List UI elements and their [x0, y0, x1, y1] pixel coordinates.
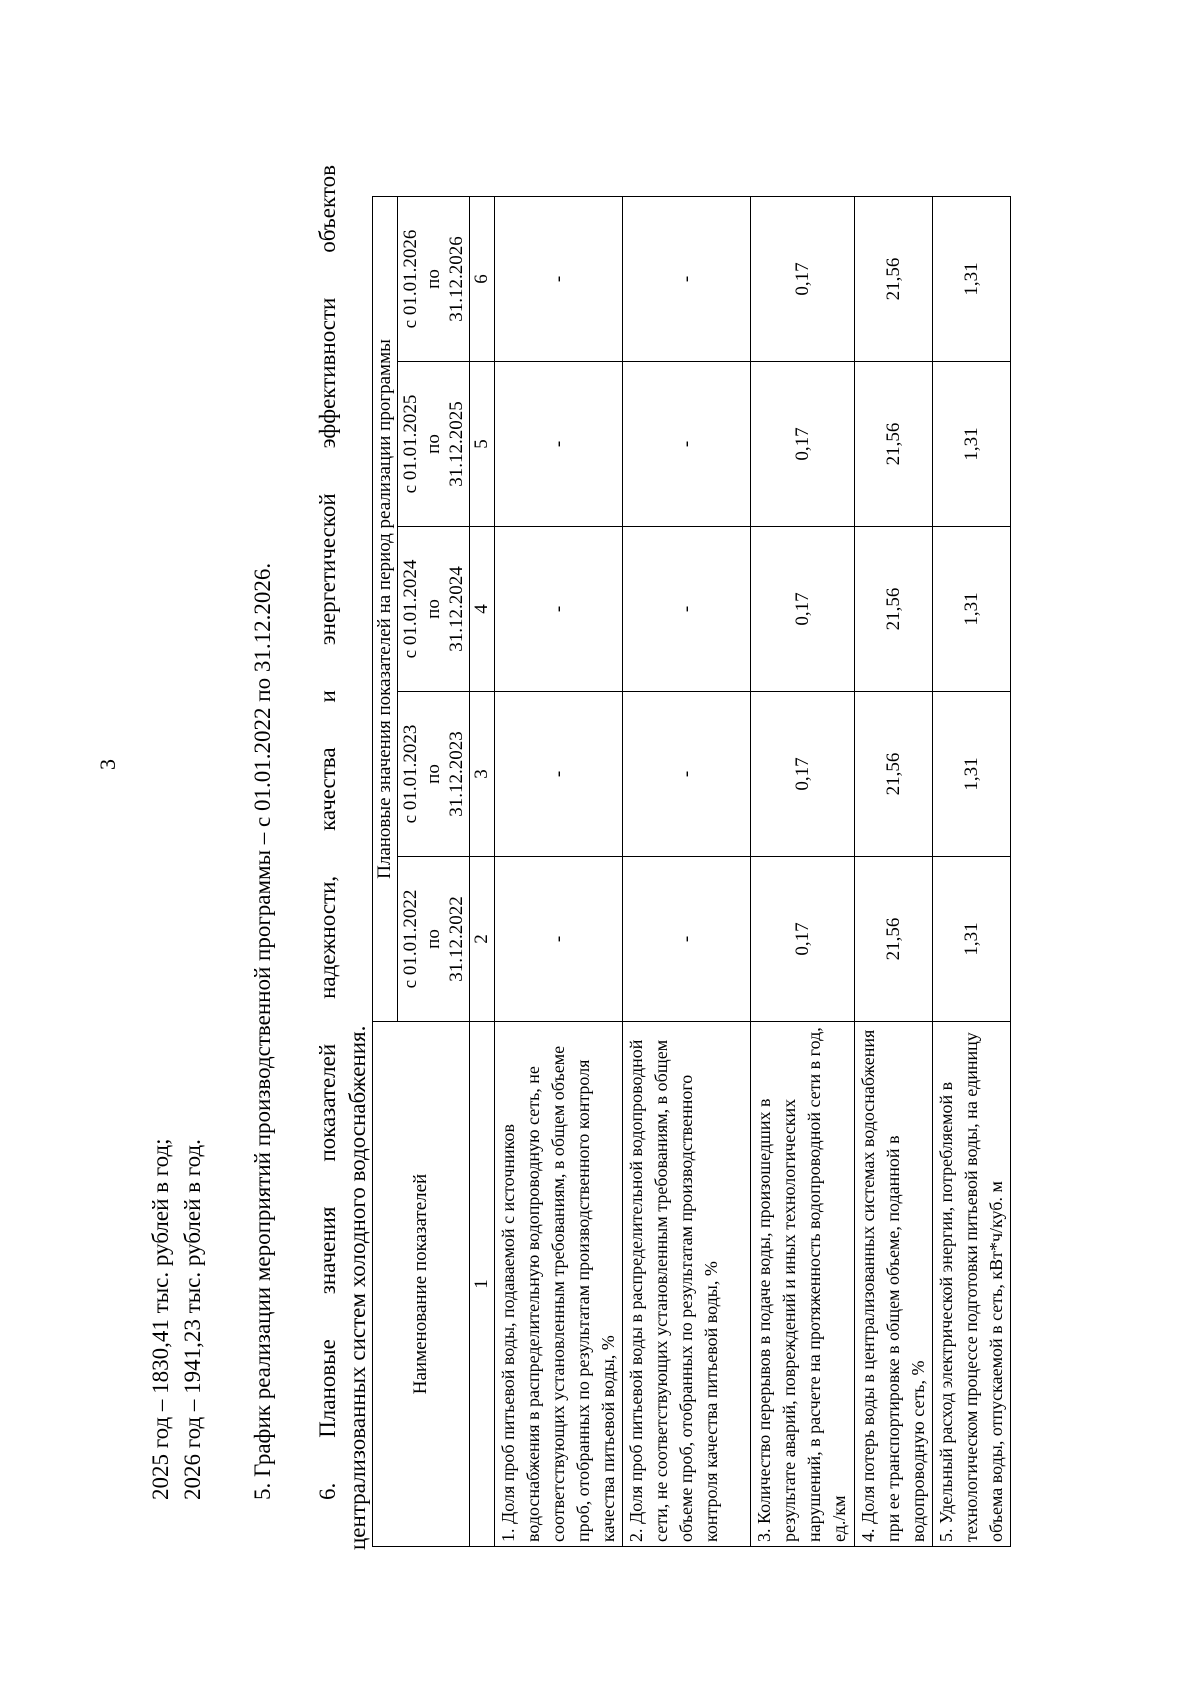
period-2024: с 01.01.2024 по 31.12.2024 — [398, 527, 470, 692]
indicator-value: 21,56 — [855, 197, 933, 362]
indicator-value: 0,17 — [751, 527, 855, 692]
name-column-header: Наименование показателей — [373, 1022, 470, 1547]
indicator-value: - — [623, 197, 751, 362]
column-number-row — [470, 197, 495, 1547]
indicator-value: 21,56 — [855, 857, 933, 1022]
indicator-value: - — [623, 527, 751, 692]
col-number: 5 — [470, 362, 495, 527]
indicator-value: 1,31 — [933, 857, 1011, 1022]
indicator-name: 2. Доля проб питьевой воды в распределительной водопроводной сети, не соответствующих установленным требованиям, в общем объеме проб, отобранных по результатам производственного контроля качества питьевой воды, % — [623, 1022, 751, 1547]
period-2026: с 01.01.2026 по 31.12.2026 — [398, 197, 470, 362]
schedule-line: 5. График реализации мероприятий производственной программы – с 01.01.2022 по 31.12.2026. — [250, 562, 275, 1500]
col-number: 2 — [470, 857, 495, 1022]
indicator-value: - — [495, 197, 623, 362]
table-header-row — [373, 197, 398, 1547]
col-number: 3 — [470, 692, 495, 857]
indicator-value: 21,56 — [855, 692, 933, 857]
table-row — [623, 197, 751, 1547]
indicator-value: 1,31 — [933, 692, 1011, 857]
table-row — [933, 197, 1011, 1547]
indicator-name: 5. Удельный расход электрической энергии, потребляемой в технологическом процессе подготовки питьевой воды, на единицу объема воды, отпускаемой в сеть, кВт*ч/куб. м — [933, 1022, 1011, 1547]
budget-2026-line: 2026 год – 1941,23 тыс. рублей в год. — [180, 1139, 205, 1500]
indicator-value: 1,31 — [933, 527, 1011, 692]
table-row — [855, 197, 933, 1547]
period-2023: с 01.01.2023 по 31.12.2023 — [398, 692, 470, 857]
col-number: 6 — [470, 197, 495, 362]
indicator-value: 0,17 — [751, 857, 855, 1022]
indicator-value: - — [495, 362, 623, 527]
page-number: 3 — [95, 759, 120, 770]
col-number: 1 — [470, 1022, 495, 1547]
indicator-value: 21,56 — [855, 527, 933, 692]
section6-heading-cont: централизованных систем холодного водоснабжения. — [345, 1025, 370, 1550]
indicator-value: 0,17 — [751, 362, 855, 527]
indicator-value: 0,17 — [751, 197, 855, 362]
period-2022: с 01.01.2022 по 31.12.2022 — [398, 857, 470, 1022]
indicator-value: - — [495, 527, 623, 692]
period-2025: с 01.01.2025 по 31.12.2025 — [398, 362, 470, 527]
indicator-value: - — [623, 692, 751, 857]
table-row — [751, 197, 855, 1547]
indicator-name: 4. Доля потерь воды в централизованных системах водоснабжения при ее транспортировке в общем объеме, поданной в водопроводную сеть, % — [855, 1022, 933, 1547]
indicator-value: - — [495, 692, 623, 857]
indicators-table — [372, 196, 1011, 1547]
indicator-name: 1. Доля проб питьевой воды, подаваемой с источников водоснабжения в распределительную водопроводную сеть, не соответствующих установленным требованиям, в общем объеме проб, отобранных по результатам производственного контроля качества питьевой воды, % — [495, 1022, 623, 1547]
table-row — [495, 197, 623, 1547]
budget-2025-line: 2025 год – 1830,41 тыс. рублей в год; — [148, 1138, 173, 1500]
indicator-value: 1,31 — [933, 362, 1011, 527]
indicator-value: 21,56 — [855, 362, 933, 527]
indicator-value: 1,31 — [933, 197, 1011, 362]
col-number: 4 — [470, 527, 495, 692]
section6-heading: 6. Плановые значения показателей надежности, качества и энергетической эффективности объектов — [315, 165, 340, 1500]
planned-values-header: Плановые значения показателей на период реализации программы — [373, 197, 398, 1022]
indicator-value: - — [623, 362, 751, 527]
indicator-value: 0,17 — [751, 692, 855, 857]
indicator-name: 3. Количество перерывов в подаче воды, произошедших в результате аварий, повреждений и иных технологических нарушений, в расчете на протяженность водопроводной сети в год, ед./км — [751, 1022, 855, 1547]
indicator-value: - — [623, 857, 751, 1022]
indicator-value: - — [495, 857, 623, 1022]
